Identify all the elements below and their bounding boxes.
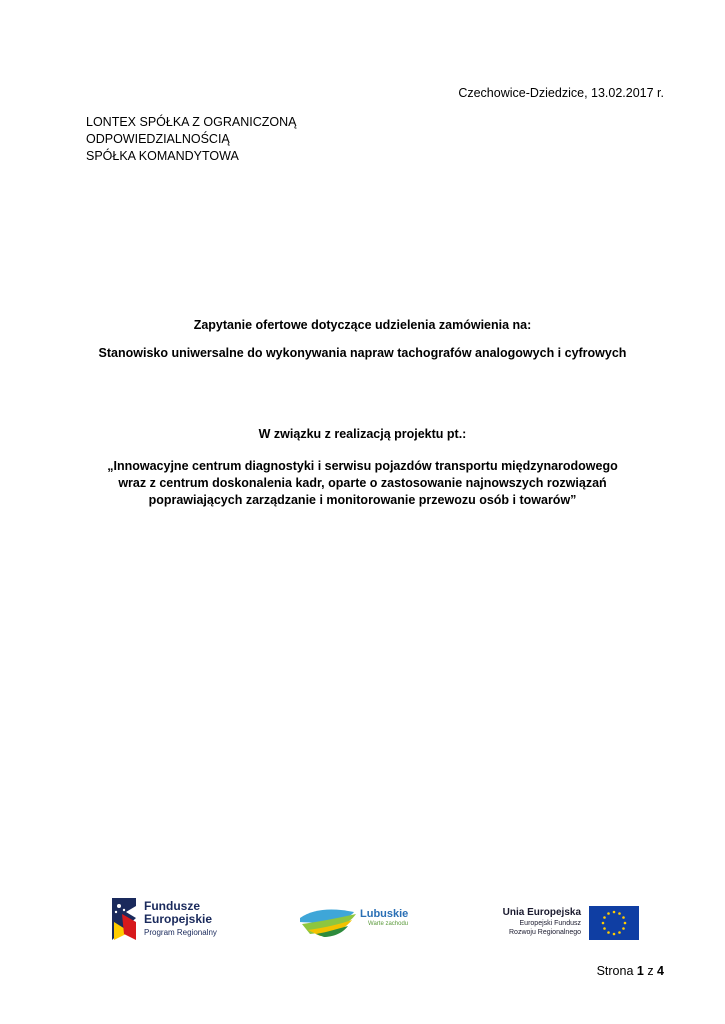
lubuskie-emblem-icon xyxy=(298,902,358,938)
page-number-middle: z xyxy=(643,964,658,978)
date-line: Czechowice-Dziedzice, 13.02.2017 r. xyxy=(458,86,664,100)
inquiry-subject: Stanowisko uniwersalne do wykonywania napraw tachografów analogowych i cyfrowych xyxy=(98,346,627,360)
company-name-line3: SPÓŁKA KOMANDYTOWA xyxy=(86,149,239,163)
page-number-current: 1 xyxy=(636,964,644,978)
ue-line2: Europejski Fundusz xyxy=(519,920,581,927)
ue-line3: Rozwoju Regionalnego xyxy=(509,929,581,936)
project-title-line3: poprawiających zarządzanie i monitorowanie przewozu osób i towarów” xyxy=(148,493,577,507)
unia-europejska-logo xyxy=(494,904,644,942)
fundusze-line3: Program Regionalny xyxy=(144,928,217,937)
page-number-prefix: Strona xyxy=(596,964,637,978)
company-name-line2: ODPOWIEDZIALNOŚCIĄ xyxy=(86,132,230,146)
project-title xyxy=(40,458,685,509)
project-title-line1: „Innowacyjne centrum diagnostyki i serwisu pojazdów transportu międzynarodowego xyxy=(107,459,618,473)
lubuskie-logo xyxy=(298,902,413,938)
ue-line1: Unia Europejska xyxy=(502,907,581,918)
page-number-total: 4 xyxy=(657,964,664,978)
company-name-block xyxy=(86,114,296,165)
lubuskie-tagline: Warte zachodu xyxy=(368,921,409,927)
inquiry-title: Zapytanie ofertowe dotyczące udzielenia zamówienia na: xyxy=(193,318,532,332)
company-name-line1: LONTEX SPÓŁKA Z OGRANICZONĄ xyxy=(86,115,297,129)
fundusze-europejskie-logo xyxy=(110,896,225,942)
page-number xyxy=(597,964,664,978)
fundusze-line1: Fundusze xyxy=(144,899,200,913)
fundusze-europejskie-emblem-icon xyxy=(110,896,140,942)
eu-flag-icon xyxy=(589,906,639,940)
fundusze-line2: Europejskie xyxy=(144,912,213,926)
project-title-line2: wraz z centrum doskonalenia kadr, oparte o zastosowanie najnowszych rozwiązań xyxy=(118,476,607,490)
project-intro: W związku z realizacją projektu pt.: xyxy=(258,427,467,441)
lubuskie-name: Lubuskie xyxy=(360,908,409,920)
